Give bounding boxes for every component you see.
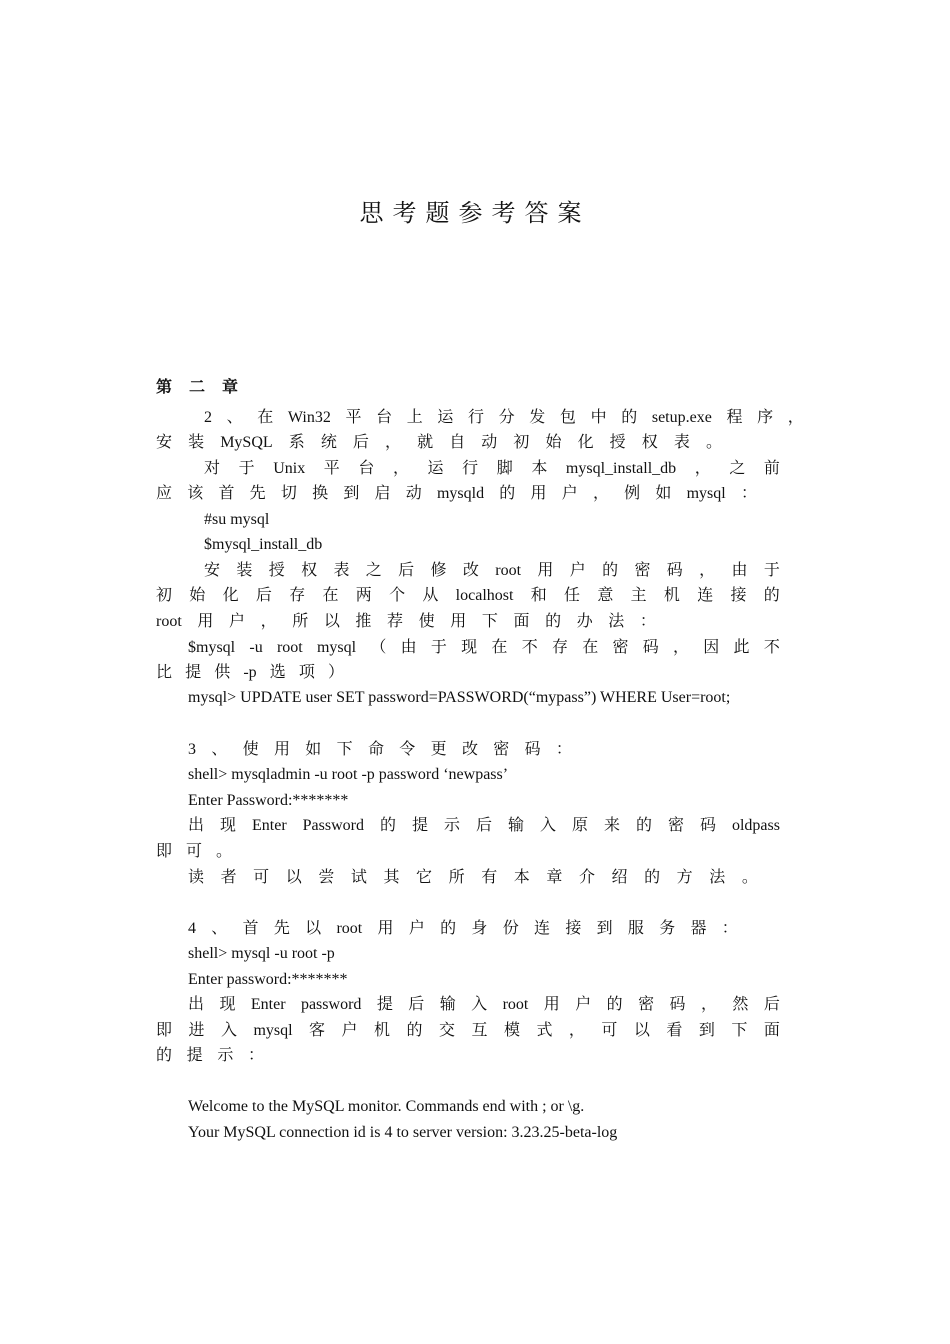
code-line: shell> mysqladmin -u root -p password ‘newpass’ (188, 766, 509, 783)
code-line: #su mysql (204, 511, 270, 528)
page-title: 思考题参考答案 (359, 201, 591, 227)
text-line: 即 可 。 (156, 843, 232, 860)
text-line: 即 进 入 mysql 客 户 机 的 交 互 模 式 ， 可 以 看 到 下 面 (156, 1022, 780, 1039)
text-line: 的 提 示 ： (156, 1047, 264, 1064)
text-line: 3 、 使 用 如 下 命 令 更 改 密 码 ： (188, 741, 572, 758)
chapter-heading: 第 二 章 (156, 379, 238, 396)
text-line: 对 于 Unix 平 台 ， 运 行 脚 本 mysql_install_db ， 之 前 (204, 460, 780, 477)
text-line: 初 始 化 后 存 在 两 个 从 localhost 和 任 意 主 机 连 接 的 (156, 587, 780, 604)
text-line: 应 该 首 先 切 换 到 启 动 mysqld 的 用 户 ， 例 如 mysql ： (156, 485, 757, 502)
text-line: 出 现 Enter password 提 后 输 入 root 用 户 的 密 码 ， 然 后 (188, 996, 780, 1013)
code-line: Enter Password:******* (188, 792, 349, 809)
code-line: $mysql_install_db (204, 536, 323, 553)
text-line: root 用 户 ， 所 以 推 荐 使 用 下 面 的 办 法 ： (156, 613, 656, 630)
code-line: Welcome to the MySQL monitor. Commands end with ; or \g. (188, 1098, 585, 1115)
text-line: 读 者 可 以 尝 试 其 它 所 有 本 章 介 绍 的 方 法 。 (188, 869, 758, 886)
code-line: Your MySQL connection id is 4 to server version: 3.23.25-beta-log (188, 1124, 618, 1141)
text-line: 出 现 Enter Password 的 提 示 后 输 入 原 来 的 密 码 oldpass (188, 817, 780, 834)
code-line: shell> mysql -u root -p (188, 945, 335, 962)
text-line: 安 装 MySQL 系 统 后 ， 就 自 动 初 始 化 授 权 表 。 (156, 434, 722, 451)
text-line: 4 、 首 先 以 root 用 户 的 身 份 连 接 到 服 务 器 ： (188, 920, 738, 937)
code-line: Enter password:******* (188, 971, 348, 988)
text-line: $mysql -u root mysql （ 由 于 现 在 不 存 在 密 码 ， 因 此 不 (188, 639, 780, 656)
text-line: 安 装 授 权 表 之 后 修 改 root 用 户 的 密 码 ， 由 于 (204, 562, 780, 579)
code-line: mysql> UPDATE user SET password=PASSWORD(“mypass”) WHERE User=root; (188, 689, 731, 706)
text-line: 比 提 供 -p 选 项 ） (156, 664, 344, 681)
text-line: 2 、 在 Win32 平 台 上 运 行 分 发 包 中 的 setup.exe 程 序 ， (204, 409, 804, 426)
